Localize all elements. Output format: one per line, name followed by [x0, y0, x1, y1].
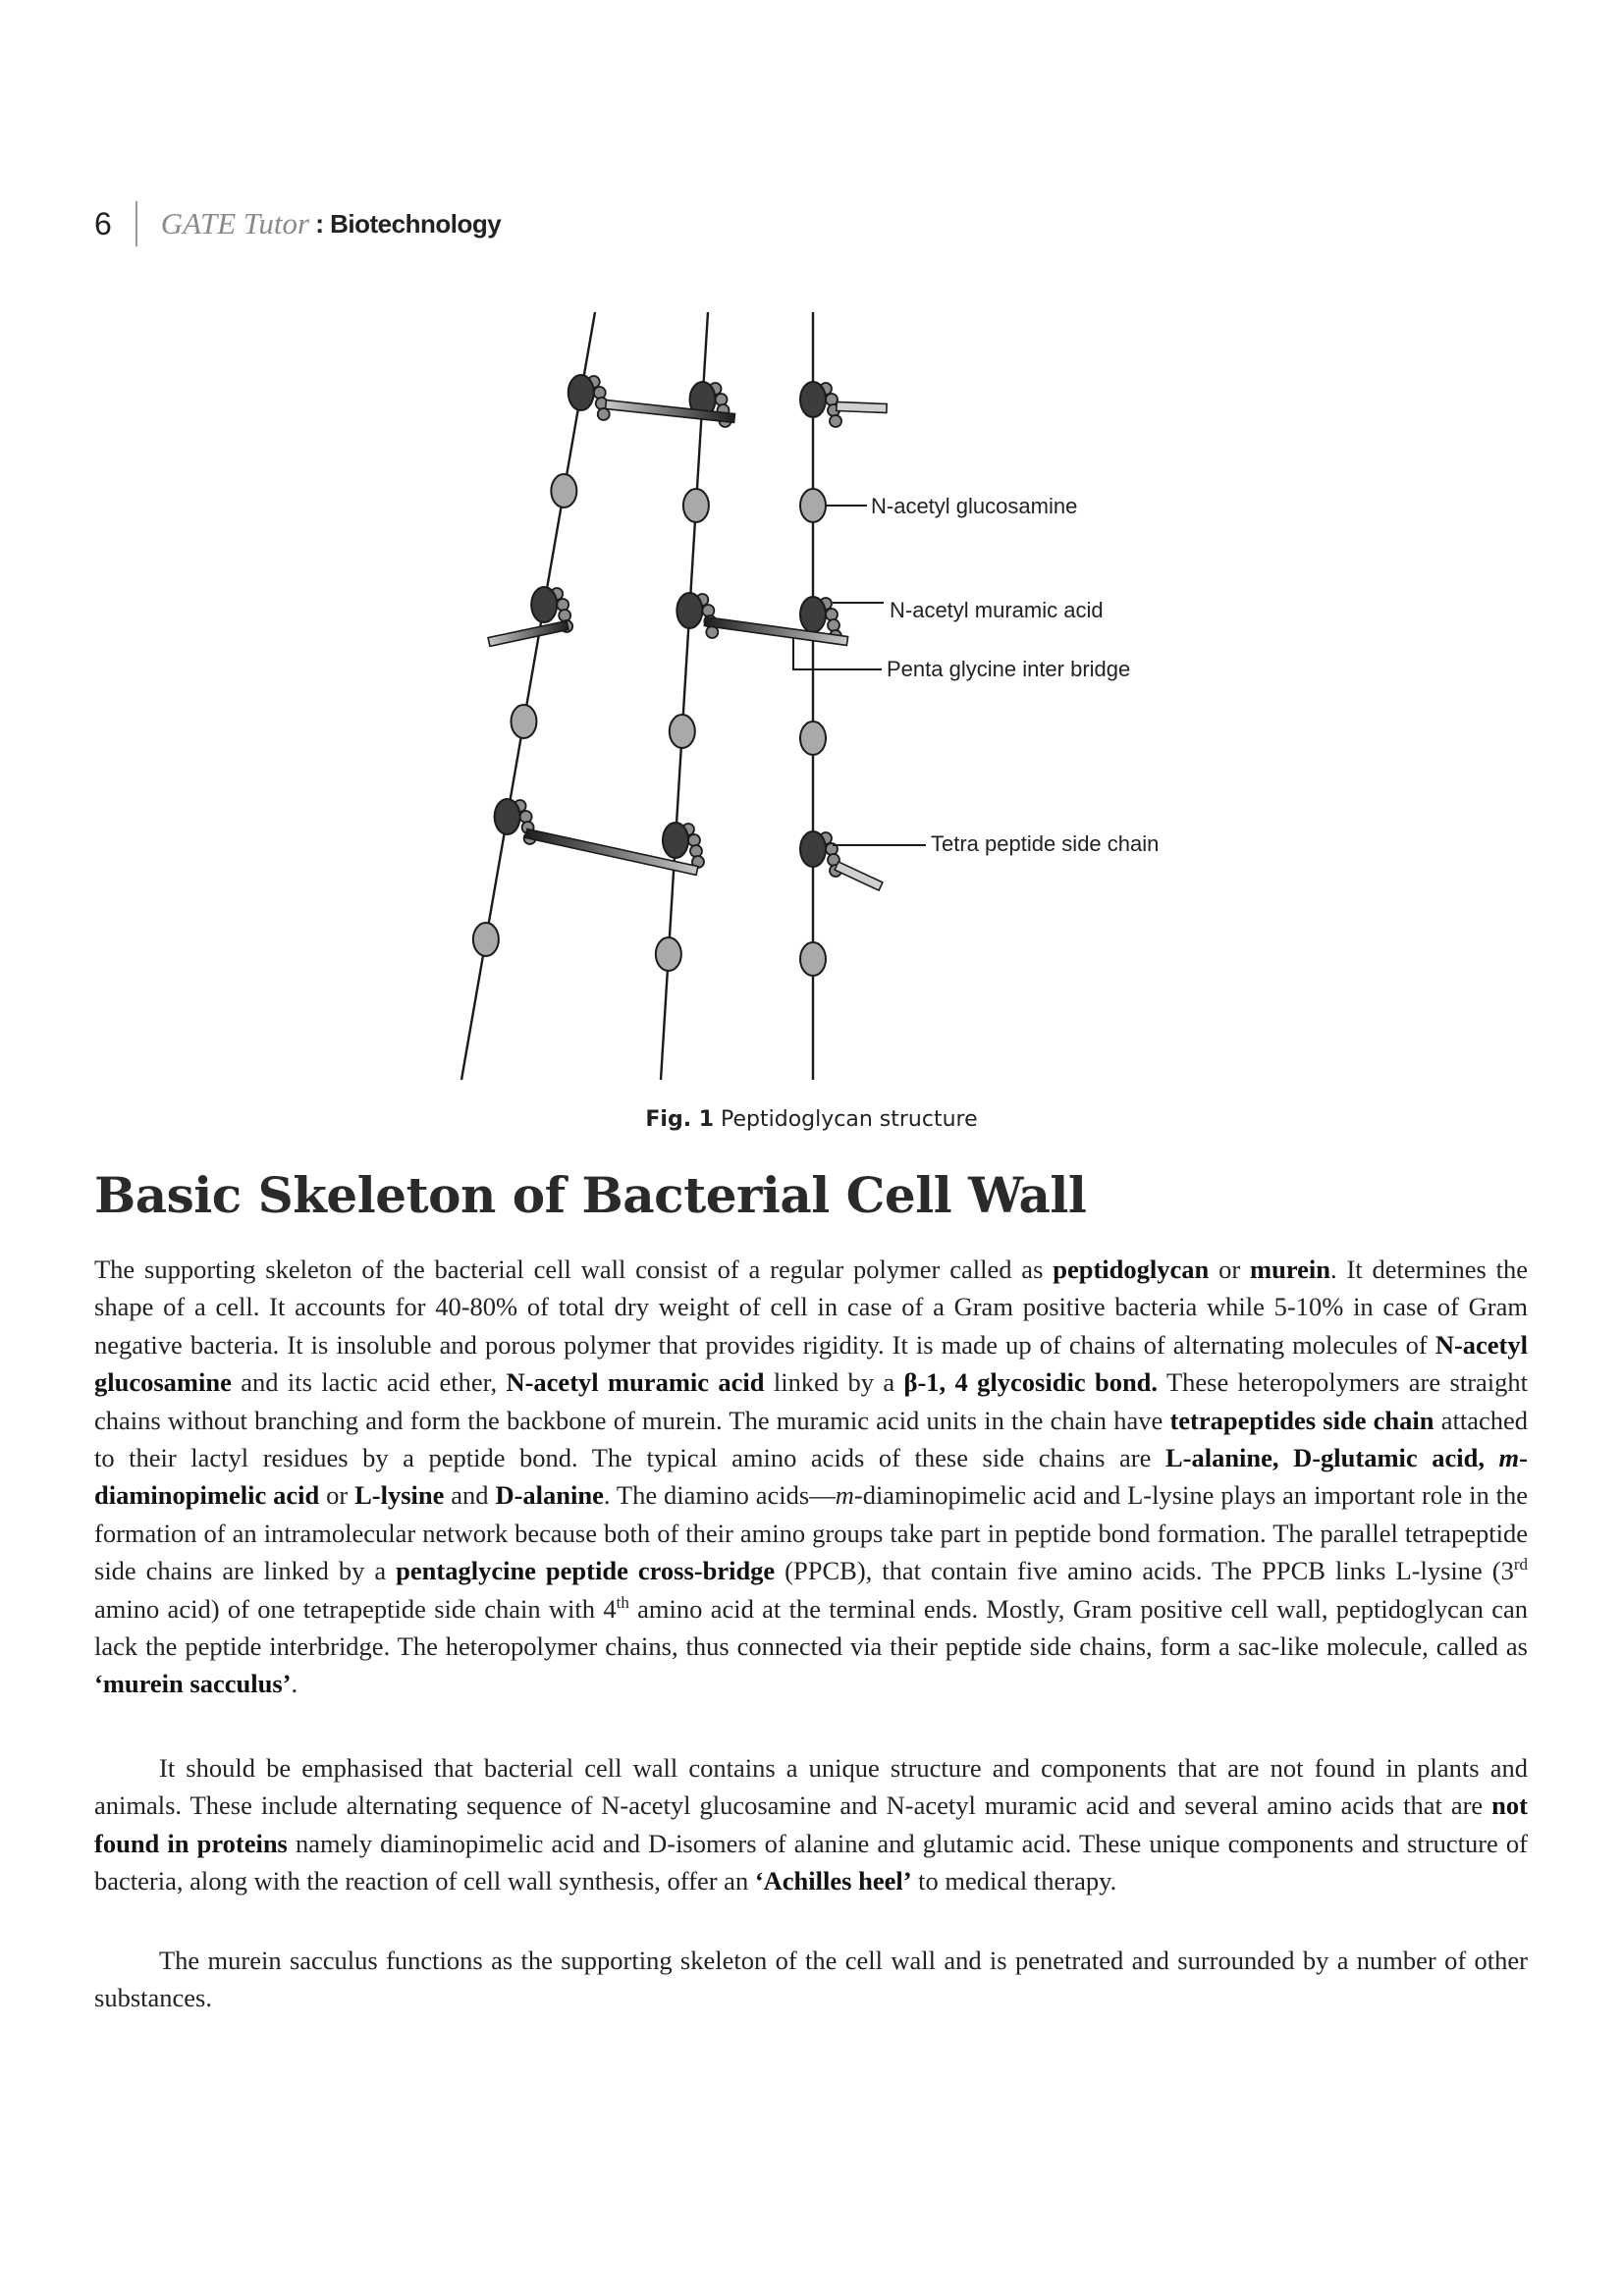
p1-text: (PPCB), that contain five amino acids. The PPCB links L-lysine (3 [775, 1556, 1514, 1586]
glucosamine-unit [800, 721, 826, 755]
peptide-bead [702, 605, 714, 616]
section-title: Basic Skeleton of Bacterial Cell Wall [94, 1166, 1087, 1224]
p1-text: . The diamino acids— [603, 1480, 836, 1511]
p1-text: and [444, 1480, 496, 1511]
p1-bold: L-alanine, D-glutamic acid, [1164, 1443, 1499, 1473]
p1-text: linked by a [764, 1367, 904, 1398]
running-header [94, 201, 501, 246]
pentaglycine-bridge [704, 617, 847, 646]
page-number: 6 [94, 201, 137, 246]
paragraph-1 [94, 1251, 1528, 1703]
diagram-layer [461, 312, 926, 1080]
p2-text: namely diaminopimelic acid and D-isomers of alanine and glutamic acid. These unique components and structure of bacteria, along with the reaction of cell wall synthesis, offer an [94, 1828, 1528, 1896]
glucosamine-unit [473, 923, 499, 956]
peptide-bead [520, 811, 532, 823]
peptide-bead [826, 394, 838, 405]
glucosamine-unit [511, 705, 536, 738]
muramic-acid-unit [531, 587, 557, 622]
p1-text: -diaminopimelic acid and L-lysine plays an important role in the formation of an intramolecular network because both of their amino groups take part in peptide bond formation. The parallel tetrapeptide side chains are linked by a [94, 1480, 1528, 1586]
p3-text: The murein sacculus functions as the supporting skeleton of the cell wall and is penetrated and surrounded by a number of other substances. [94, 1946, 1528, 2013]
p1-bold: β-1, 4 glycosidic bond. [903, 1367, 1159, 1398]
muramic-acid-unit [800, 597, 826, 632]
p1-superscript: th [616, 1592, 629, 1612]
p1-bold-italic: m [1498, 1443, 1520, 1473]
peptide-bead [830, 415, 841, 427]
label-muramic-acid: N-acetyl muramic acid [890, 598, 1104, 622]
peptide-bead [828, 619, 839, 631]
peptidoglycan-diagram [0, 294, 1623, 1099]
p1-bold: L-lysine [354, 1480, 445, 1511]
p1-bold: peptidoglycan [1053, 1255, 1210, 1284]
p1-text: . It determines the shape of a cell. It accounts for 40-80% of total dry weight of cell in case of a Gram positive bacteria while 5-10% in case of Gram negative bacteria. It is insoluble and porous polymer that provides rigidity. It is made up of chains of alternating molecules of [94, 1255, 1529, 1360]
p1-text: amino acid) of one tetrapeptide side chain with 4 [94, 1593, 617, 1624]
p1-text: The supporting skeleton of the bacterial cell wall consist of a regular polymer called as [94, 1255, 1054, 1284]
label-pentaglycine-bridge: Penta glycine inter bridge [887, 657, 1131, 681]
p1-text: or [319, 1480, 355, 1511]
pentaglycine-bridge [488, 621, 568, 647]
p2-text: to medical therapy. [911, 1866, 1117, 1896]
p1-text: or [1209, 1255, 1251, 1284]
glucosamine-unit [551, 474, 576, 507]
p1-text: . [291, 1669, 298, 1699]
p1-superscript: rd [1513, 1555, 1529, 1575]
p1-bold: pentaglycine peptide cross-bridge [396, 1556, 776, 1586]
p1-italic: m [835, 1480, 854, 1511]
p1-bold: tetrapeptides side chain [1169, 1405, 1434, 1435]
glucosamine-unit [800, 942, 826, 976]
peptide-bead [690, 845, 702, 857]
figure-caption [0, 1107, 1623, 1132]
p2-text: It should be emphasised that bacterial cell wall contains a unique structure and components that are not found in plants and animals. These include alternating sequence of N-acetyl glucosamine and N-acetyl muramic acid and several amino acids that are [94, 1753, 1528, 1821]
paragraph-3 [94, 1942, 1528, 2017]
figure-caption-number: Fig. 1 [645, 1107, 715, 1132]
glucosamine-unit [656, 937, 681, 971]
label-glucosamine: N-acetyl glucosamine [871, 494, 1078, 518]
p1-bold: N-acetyl glucosamine [94, 1329, 1528, 1398]
muramic-acid-unit [663, 823, 688, 858]
pentaglycine-bridge-stub [835, 862, 883, 890]
p2-bold: not found in proteins [94, 1790, 1528, 1858]
pentaglycine-bridge-stub [837, 402, 887, 413]
p1-bold: N-acetyl muramic acid [506, 1367, 765, 1398]
p1-text: and its lactic acid ether, [231, 1367, 507, 1398]
peptide-bead [598, 408, 610, 420]
figure-caption-text: Peptidoglycan structure [721, 1107, 978, 1132]
peptidoglycan-figure [0, 294, 1623, 1099]
peptide-bead [594, 387, 606, 399]
p1-bold: murein [1250, 1255, 1331, 1284]
p1-bold: D-alanine [495, 1480, 604, 1511]
p1-text: amino acid at the terminal ends. Mostly, Gram positive cell wall, peptidoglycan can lack the peptide interbridge. The heteropolymer chains, thus connected via their peptide side chains, form a sac-like molecule, called as [94, 1593, 1528, 1662]
p1-bold: ‘murein sacculus’ [94, 1669, 292, 1699]
glucosamine-unit [683, 489, 709, 522]
label-tetrapeptide: Tetra peptide side chain [931, 831, 1160, 856]
p1-text: These heteropolymers are straight chains without branching and form the backbone of murein. The muramic acid units in the chain have [94, 1367, 1529, 1435]
peptide-bead [559, 610, 570, 621]
p2-bold: ‘Achilles heel’ [754, 1866, 912, 1896]
p1-bold: -diaminopimelic acid [94, 1443, 1528, 1511]
peptide-bead [688, 834, 700, 846]
glucosamine-unit [800, 489, 826, 522]
p1-text: attached to their lactyl residues by a peptide bond. The typical amino acids of these side chains are [94, 1405, 1529, 1473]
polysaccharide-strand-1 [461, 312, 595, 1080]
muramic-acid-unit [676, 593, 702, 628]
glucosamine-unit [670, 715, 695, 748]
muramic-acid-unit [800, 831, 826, 867]
paragraph-2 [94, 1749, 1528, 1900]
muramic-acid-unit [568, 375, 594, 410]
header-separator: : [315, 208, 325, 239]
book-subject: Biotechnology [330, 208, 502, 239]
muramic-acid-unit [800, 382, 826, 417]
peptide-bead [826, 609, 838, 620]
peptide-bead [716, 394, 728, 405]
peptide-bead [557, 599, 568, 611]
muramic-acid-unit [495, 799, 520, 834]
book-name: GATE Tutor [160, 206, 310, 240]
